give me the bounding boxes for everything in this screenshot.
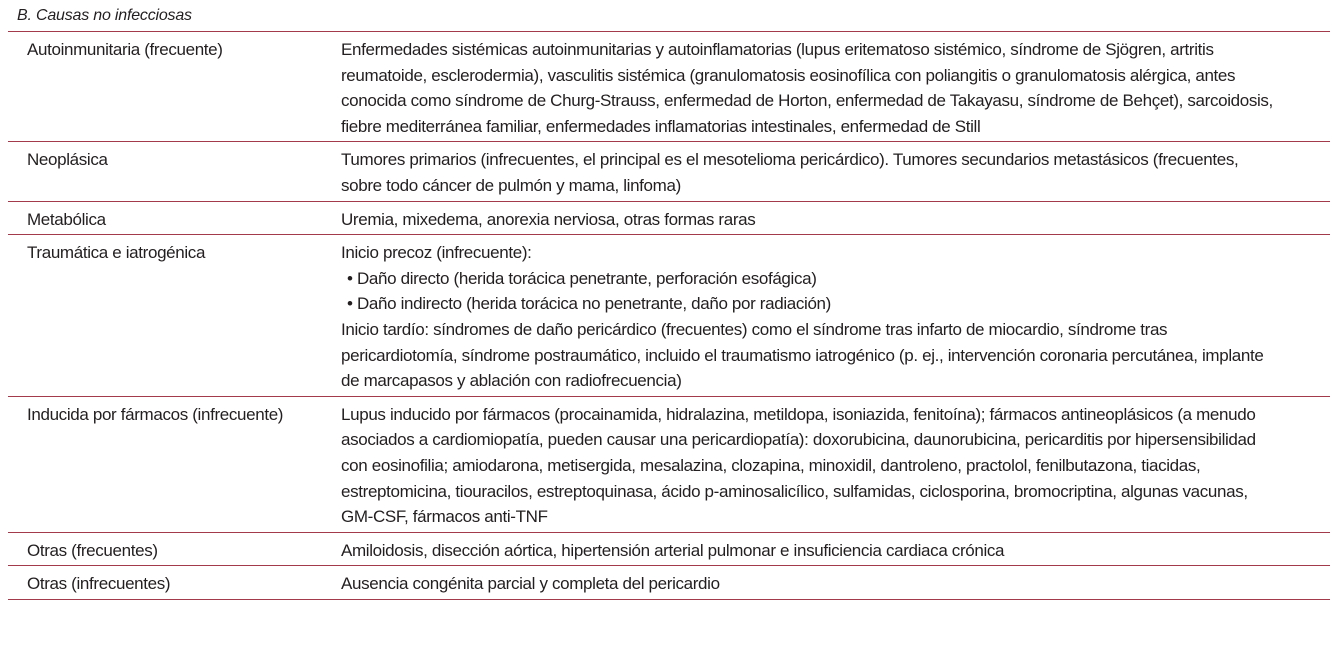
description-line: Ausencia congénita parcial y completa del pericardio (341, 574, 720, 594)
row-category: Inducida por fármacos (infrecuente) (8, 396, 330, 532)
description-line: con eosinofilia; amiodarona, metisergida, mesalazina, clozapina, minoxidil, dantroleno, practolol, fenilbutazona, tiacidas, (341, 455, 1201, 475)
description-line: Tumores primarios (infrecuentes, el principal es el mesotelioma pericárdico). Tumores secundarios metastásicos (frecuentes, (341, 150, 1239, 170)
description-line: Enfermedades sistémicas autoinmunitarias y autoinflamatorias (lupus eritematoso sistémico, síndrome de Sjögren, artritis (341, 40, 1214, 59)
description-line: Lupus inducido por fármacos (procainamida, hidralazina, metildopa, isoniazida, fenitoína); fármacos antineoplásicos (a menudo (341, 404, 1256, 424)
description-line: de marcapasos y ablación con radiofrecuencia) (341, 371, 682, 391)
row-description (330, 235, 1330, 397)
description-line: asociados a cardiomiopatía, pueden causar una pericardiopatía): doxorubicina, daunorubicina, pericarditis por hipersensibilidad (341, 430, 1256, 450)
description-line: conocida como síndrome de Churg-Strauss, enfermedad de Horton, enfermedad de Takayasu, síndrome de Behçet), sarcoidosis, (341, 91, 1273, 111)
description-line: pericardiotomía, síndrome postraumático, incluido el traumatismo iatrogénico (p. ej., intervención coronaria percutánea, implante (341, 345, 1264, 365)
row-description (330, 201, 1330, 235)
row-description (330, 566, 1330, 600)
row-category: Metabólica (8, 201, 330, 235)
row-description (330, 142, 1330, 201)
row-description (330, 32, 1330, 142)
row-category: Otras (infrecuentes) (8, 566, 330, 600)
table-row (8, 235, 1330, 397)
description-line: estreptomicina, tiouracilos, estreptoquinasa, ácido p-aminosalicílico, sulfamidas, ciclosporina, bromocriptina, algunas vacunas, (341, 481, 1248, 501)
table-row (8, 566, 1330, 600)
description-line: Inicio precoz (infrecuente): (341, 243, 532, 263)
table-row (8, 532, 1330, 566)
description-line: Amiloidosis, disección aórtica, hipertensión arterial pulmonar e insuficiencia cardiaca crónica (341, 540, 1005, 560)
row-category: Traumática e iatrogénica (8, 235, 330, 397)
description-line: sobre todo cáncer de pulmón y mama, linfoma) (341, 175, 681, 195)
row-description (330, 532, 1330, 566)
bullet-item: • Daño indirecto (herida torácica no penetrante, daño por radiación) (347, 294, 831, 314)
description-line: fiebre mediterránea familiar, enfermedades inflamatorias intestinales, enfermedad de Still (341, 116, 981, 136)
row-description (330, 396, 1330, 532)
table-row (8, 142, 1330, 201)
table-row (8, 32, 1330, 142)
bullet-item: • Daño directo (herida torácica penetrante, perforación esofágica) (347, 268, 817, 288)
description-line: Uremia, mixedema, anorexia nerviosa, otras formas raras (341, 209, 756, 229)
description-line: GM-CSF, fármacos anti-TNF (341, 507, 548, 527)
description-line: reumatoide, esclerodermia), vasculitis sistémica (granulomatosis eosinofílica con poliangitis o granulomatosis alérgica, antes (341, 65, 1236, 85)
row-category: Otras (frecuentes) (8, 532, 330, 566)
description-line: Inicio tardío: síndromes de daño pericárdico (frecuentes) como el síndrome tras infarto de miocardio, síndrome tras (341, 319, 1168, 339)
row-category: Neoplásica (8, 142, 330, 201)
table-row (8, 396, 1330, 532)
table-row (8, 201, 1330, 235)
causes-table (8, 32, 1330, 600)
row-category: Autoinmunitaria (frecuente) (8, 32, 330, 142)
section-title: B. Causas no infecciosas (8, 0, 1330, 32)
